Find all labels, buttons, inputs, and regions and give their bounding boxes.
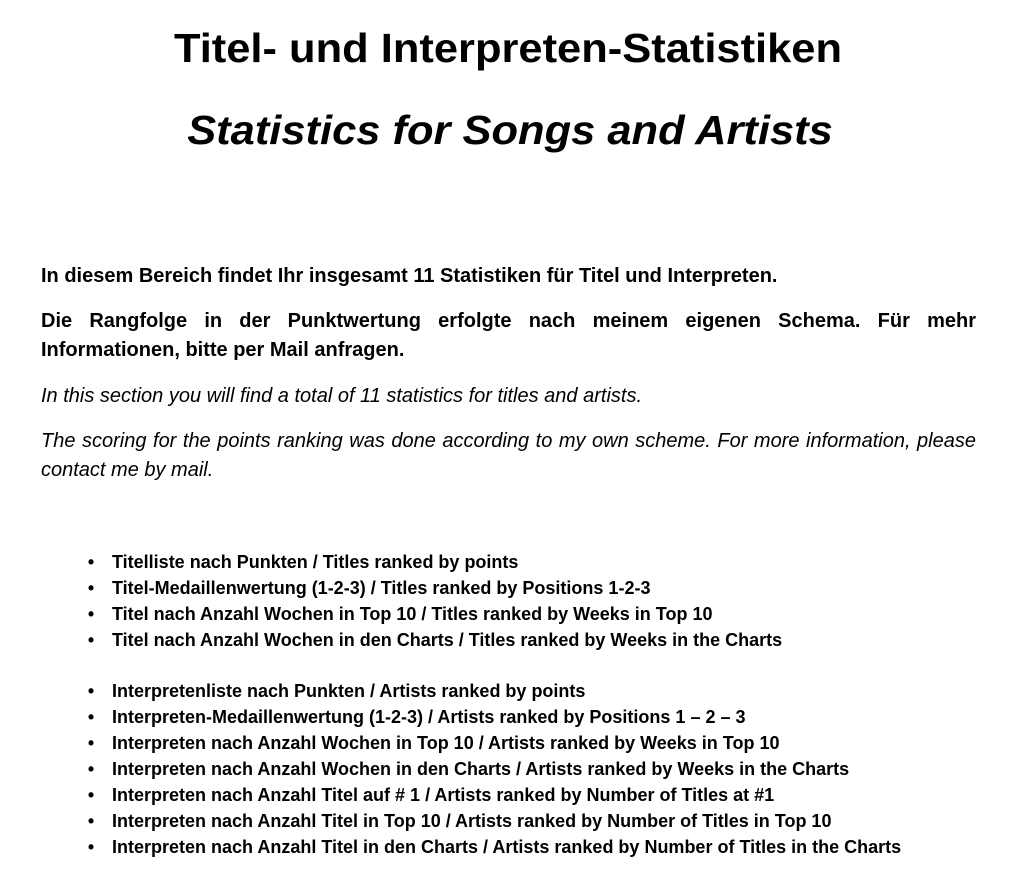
list-item[interactable] — [0, 756, 1000, 782]
intro-paragraph-german-2: Die Rangfolge in der Punktwertung erfolgte nach meinem eigenen Schema. Für mehr Informationen, bitte per Mail anfragen. — [41, 310, 976, 361]
page-title-english: Statistics for Songs and Artists — [187, 107, 833, 153]
list-item[interactable] — [0, 601, 1000, 627]
list-item[interactable] — [0, 834, 1000, 860]
list-item[interactable] — [0, 730, 1000, 756]
bullet-icon: • — [87, 707, 95, 727]
intro-text — [41, 262, 976, 485]
list-item-label[interactable]: Interpreten nach Anzahl Titel auf # 1 / Artists ranked by Number of Titles at #1 — [112, 785, 775, 805]
list-item-label[interactable]: Titel nach Anzahl Wochen in Top 10 / Titles ranked by Weeks in Top 10 — [112, 604, 713, 624]
list-item-label[interactable]: Titel-Medaillenwertung (1-2-3) / Titles ranked by Positions 1-2-3 — [112, 578, 651, 598]
list-item-label[interactable]: Titelliste nach Punkten / Titles ranked by points — [112, 552, 519, 572]
list-item[interactable] — [0, 575, 1000, 601]
bullet-icon: • — [87, 811, 95, 831]
list-item[interactable] — [0, 627, 1000, 653]
bullet-icon: • — [87, 552, 95, 572]
intro-paragraph-english-1: In this section you will find a total of 11 statistics for titles and artists. — [41, 385, 643, 407]
list-item[interactable] — [0, 549, 1000, 575]
bullet-icon: • — [87, 630, 95, 650]
intro-paragraph-german-1: In diesem Bereich findet Ihr insgesamt 11 Statistiken für Titel und Interpreten. — [41, 265, 778, 287]
song-statistics-list — [0, 549, 1000, 653]
list-item-label[interactable]: Interpreten nach Anzahl Titel in Top 10 / Artists ranked by Number of Titles in Top 10 — [112, 811, 832, 831]
bullet-icon: • — [87, 759, 95, 779]
list-item-label[interactable]: Titel nach Anzahl Wochen in den Charts / Titles ranked by Weeks in the Charts — [112, 630, 783, 650]
bullet-icon: • — [87, 733, 95, 753]
bullet-icon: • — [87, 681, 95, 701]
bullet-icon: • — [87, 837, 95, 857]
bullet-icon: • — [87, 578, 95, 598]
list-item[interactable] — [0, 782, 1000, 808]
list-item-label[interactable]: Interpreten nach Anzahl Wochen in den Charts / Artists ranked by Weeks in the Charts — [112, 759, 850, 779]
list-item[interactable] — [0, 808, 1000, 834]
list-item-label[interactable]: Interpreten nach Anzahl Wochen in Top 10 / Artists ranked by Weeks in Top 10 — [112, 733, 780, 753]
list-item[interactable] — [0, 678, 1000, 704]
intro-paragraph-english-2: The scoring for the points ranking was done according to my own scheme. For more information, please contact me by mail. — [41, 430, 976, 481]
bullet-icon: • — [87, 604, 95, 624]
page-title-german: Titel- und Interpreten-Statistiken — [173, 25, 843, 71]
artist-statistics-list — [0, 678, 1000, 860]
list-item-label[interactable]: Interpreten-Medaillenwertung (1-2-3) / Artists ranked by Positions 1 – 2 – 3 — [112, 707, 746, 727]
list-item-label[interactable]: Interpreten nach Anzahl Titel in den Charts / Artists ranked by Number of Titles in the Charts — [112, 837, 902, 857]
list-item[interactable] — [0, 704, 1000, 730]
list-item-label[interactable]: Interpretenliste nach Punkten / Artists ranked by points — [112, 681, 586, 701]
bullet-icon: • — [87, 785, 95, 805]
